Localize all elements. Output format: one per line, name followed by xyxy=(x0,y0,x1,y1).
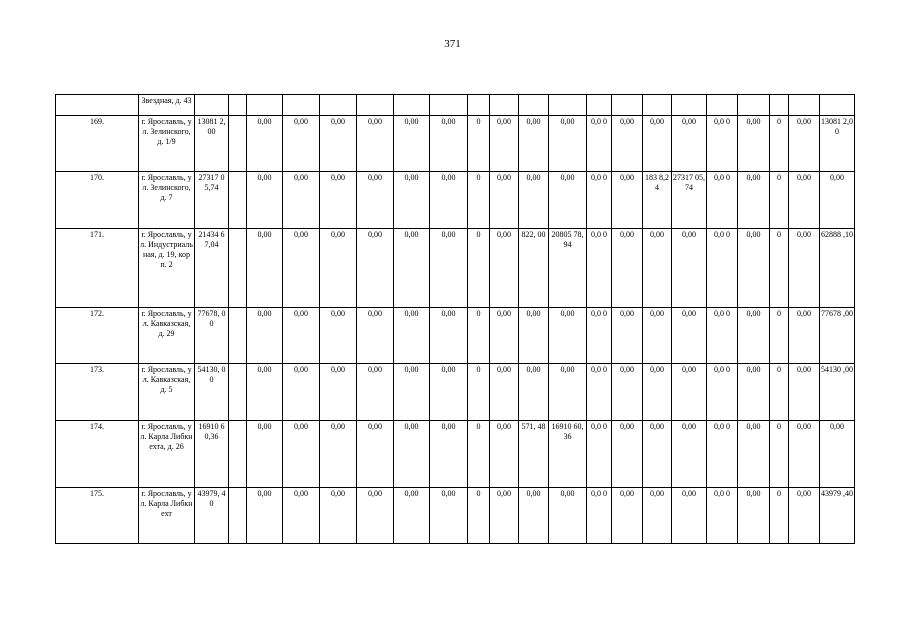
value-cell: 0,00 xyxy=(789,488,820,544)
value-cell: 0,00 xyxy=(612,421,643,488)
value-cell: 0,00 xyxy=(430,364,468,421)
value-cell: 0,00 xyxy=(283,308,320,364)
value-cell: 0,00 xyxy=(643,308,672,364)
value-cell: 0,0 0 xyxy=(587,364,612,421)
value-cell: 0,00 xyxy=(738,488,770,544)
value-cell: 0,00 xyxy=(612,172,643,229)
value-cell: 0,00 xyxy=(789,308,820,364)
address-cell: г. Ярославль, ул. Карла Либкнехт xyxy=(139,488,195,544)
value-cell: 77678 ,00 xyxy=(820,308,855,364)
value-cell: 0,0 0 xyxy=(587,116,612,172)
value-cell: 54130, 00 xyxy=(195,364,229,421)
value-cell: 0,0 0 xyxy=(587,421,612,488)
value-cell: 21434 67,04 xyxy=(195,229,229,308)
value-cell: 0,00 xyxy=(519,116,549,172)
value-cell: 0,00 xyxy=(789,229,820,308)
value-cell: 0,0 0 xyxy=(587,488,612,544)
value-cell: 0 xyxy=(468,421,490,488)
value-cell: 0,00 xyxy=(643,116,672,172)
value-cell: 0 xyxy=(770,308,789,364)
value-cell: 0,00 xyxy=(643,488,672,544)
value-cell: 0 xyxy=(468,364,490,421)
value-cell: 0,00 xyxy=(283,488,320,544)
value-cell: 0,00 xyxy=(490,488,519,544)
value-cell: 77678, 00 xyxy=(195,308,229,364)
address-cell: г. Ярославль, ул. Карла Либкнехта, д. 26 xyxy=(139,421,195,488)
value-cell: 0 xyxy=(770,229,789,308)
row-number-cell: 173. xyxy=(56,364,139,421)
value-cell: 0,00 xyxy=(394,116,430,172)
address-cell: г. Ярославль, ул. Кавказская, д. 5 xyxy=(139,364,195,421)
value-cell: 0,00 xyxy=(357,172,394,229)
value-cell: 0,00 xyxy=(283,421,320,488)
value-cell: 16910 60,36 xyxy=(549,421,587,488)
value-cell xyxy=(229,116,247,172)
value-cell: 0,00 xyxy=(357,364,394,421)
value-cell: 0,00 xyxy=(549,116,587,172)
value-cell: 0,00 xyxy=(820,421,855,488)
value-cell: 0,0 0 xyxy=(707,172,738,229)
value-cell: 0,00 xyxy=(320,421,357,488)
value-cell: 822, 00 xyxy=(519,229,549,308)
value-cell: 0,00 xyxy=(549,364,587,421)
value-cell: 0,00 xyxy=(672,116,707,172)
value-cell: 0,00 xyxy=(490,116,519,172)
value-cell: 0,00 xyxy=(247,229,283,308)
table-row xyxy=(56,116,855,172)
value-cell: 0,00 xyxy=(490,308,519,364)
value-cell xyxy=(229,308,247,364)
value-cell: 0,0 0 xyxy=(707,488,738,544)
row-number-cell: 171. xyxy=(56,229,139,308)
value-cell: 0 xyxy=(770,116,789,172)
value-cell: 0,00 xyxy=(549,488,587,544)
value-cell xyxy=(229,229,247,308)
value-cell: 0,00 xyxy=(283,172,320,229)
row-number-cell xyxy=(56,95,139,116)
value-cell: 0,0 0 xyxy=(707,421,738,488)
value-cell: 0,00 xyxy=(357,308,394,364)
value-cell: 0 xyxy=(468,488,490,544)
value-cell: 183 8,24 xyxy=(643,172,672,229)
value-cell: 0,00 xyxy=(247,308,283,364)
address-cell: Звездная, д. 43 xyxy=(139,95,195,116)
value-cell: 0,00 xyxy=(789,421,820,488)
value-cell: 0 xyxy=(770,488,789,544)
value-cell: 0,00 xyxy=(672,308,707,364)
value-cell: 0 xyxy=(770,421,789,488)
value-cell: 0,0 0 xyxy=(707,116,738,172)
value-cell: 0,00 xyxy=(320,116,357,172)
value-cell: 0,00 xyxy=(430,308,468,364)
value-cell: 0,00 xyxy=(490,421,519,488)
value-cell: 0,00 xyxy=(738,229,770,308)
value-cell: 0,00 xyxy=(643,364,672,421)
value-cell: 0,00 xyxy=(738,116,770,172)
row-number-cell: 169. xyxy=(56,116,139,172)
value-cell xyxy=(229,364,247,421)
value-cell: 0 xyxy=(468,116,490,172)
value-cell xyxy=(229,421,247,488)
value-cell: 0,00 xyxy=(643,421,672,488)
value-cell: 0,00 xyxy=(612,308,643,364)
address-cell: г. Ярославль, ул. Зелинского, д. 1/9 xyxy=(139,116,195,172)
value-cell: 0,00 xyxy=(549,308,587,364)
value-cell: 0,00 xyxy=(394,308,430,364)
value-cell: 0,00 xyxy=(490,172,519,229)
value-cell: 43979, 40 xyxy=(195,488,229,544)
value-cell: 0,00 xyxy=(283,229,320,308)
value-cell: 0,00 xyxy=(357,116,394,172)
value-cell: 0,00 xyxy=(519,172,549,229)
value-cell: 0,00 xyxy=(357,421,394,488)
value-cell: 27317 05,74 xyxy=(672,172,707,229)
value-cell: 0,00 xyxy=(519,364,549,421)
value-cell: 20805 78,94 xyxy=(549,229,587,308)
value-cell: 0,00 xyxy=(820,172,855,229)
value-cell: 43979 ,40 xyxy=(820,488,855,544)
value-cell: 13081 2,00 xyxy=(195,116,229,172)
value-cell: 0,00 xyxy=(643,229,672,308)
value-cell: 0,00 xyxy=(738,364,770,421)
table-row xyxy=(56,229,855,308)
address-cell: г. Ярославль, ул. Индустриальная, д. 19, корп. 2 xyxy=(139,229,195,308)
value-cell xyxy=(229,488,247,544)
row-number-cell: 170. xyxy=(56,172,139,229)
value-cell: 0,00 xyxy=(394,488,430,544)
value-cell: 0,00 xyxy=(672,229,707,308)
value-cell: 0,00 xyxy=(357,488,394,544)
value-cell: 0,00 xyxy=(789,172,820,229)
value-cell: 0 xyxy=(468,172,490,229)
value-cell: 0,00 xyxy=(247,172,283,229)
row-number-cell: 172. xyxy=(56,308,139,364)
value-cell: 0,00 xyxy=(430,116,468,172)
row-number-cell: 174. xyxy=(56,421,139,488)
row-number-cell: 175. xyxy=(56,488,139,544)
value-cell: 0,00 xyxy=(549,172,587,229)
value-cell: 0,00 xyxy=(612,488,643,544)
value-cell: 0,00 xyxy=(247,364,283,421)
value-cell: 0,00 xyxy=(738,421,770,488)
address-cell: г. Ярославль, ул. Зелинского, д. 7 xyxy=(139,172,195,229)
value-cell: 0,00 xyxy=(247,116,283,172)
value-cell: 0,00 xyxy=(320,488,357,544)
value-cell: 0,00 xyxy=(612,116,643,172)
table-row xyxy=(56,421,855,488)
table-row xyxy=(56,488,855,544)
value-cell: 0,0 0 xyxy=(707,364,738,421)
value-cell: 0,00 xyxy=(430,229,468,308)
value-cell: 0,00 xyxy=(430,172,468,229)
table-row xyxy=(56,172,855,229)
value-cell: 0,00 xyxy=(789,364,820,421)
value-cell: 0,00 xyxy=(430,421,468,488)
value-cell: 0,0 0 xyxy=(707,229,738,308)
value-cell: 0,00 xyxy=(320,308,357,364)
value-cell: 0,00 xyxy=(519,488,549,544)
value-cell: 16910 60,36 xyxy=(195,421,229,488)
value-cell: 0 xyxy=(468,308,490,364)
value-cell: 27317 05,74 xyxy=(195,172,229,229)
page-number: 371 xyxy=(444,38,461,50)
value-cell: 0,00 xyxy=(490,229,519,308)
value-cell: 0,00 xyxy=(430,488,468,544)
table-row xyxy=(56,364,855,421)
value-cell: 571, 48 xyxy=(519,421,549,488)
value-cell: 0,00 xyxy=(672,364,707,421)
value-cell: 0,00 xyxy=(320,364,357,421)
value-cell: 0,00 xyxy=(320,172,357,229)
value-cell: 0,00 xyxy=(247,421,283,488)
value-cell: 0,0 0 xyxy=(587,172,612,229)
value-cell: 13081 2,00 xyxy=(820,116,855,172)
value-cell: 0,00 xyxy=(738,172,770,229)
value-cell: 0,00 xyxy=(738,308,770,364)
table-row xyxy=(56,308,855,364)
value-cell: 0,00 xyxy=(247,488,283,544)
value-cell: 0,00 xyxy=(283,116,320,172)
value-cell: 0,00 xyxy=(394,172,430,229)
table-row-top xyxy=(56,95,855,116)
value-cell: 0,00 xyxy=(672,488,707,544)
address-cell: г. Ярославль, ул. Кавказская, д. 29 xyxy=(139,308,195,364)
value-cell: 0,00 xyxy=(672,421,707,488)
value-cell: 0,0 0 xyxy=(587,229,612,308)
value-cell: 0,00 xyxy=(789,116,820,172)
value-cell: 0,00 xyxy=(394,421,430,488)
value-cell: 0 xyxy=(770,172,789,229)
value-cell: 0,00 xyxy=(320,229,357,308)
value-cell: 0 xyxy=(468,229,490,308)
value-cell: 0,0 0 xyxy=(707,308,738,364)
value-cell: 0 xyxy=(770,364,789,421)
value-cell: 0,0 0 xyxy=(587,308,612,364)
value-cell: 0,00 xyxy=(612,229,643,308)
value-cell xyxy=(229,172,247,229)
value-cell: 0,00 xyxy=(394,364,430,421)
value-cell: 0,00 xyxy=(612,364,643,421)
data-table xyxy=(55,94,855,544)
value-cell: 0,00 xyxy=(519,308,549,364)
value-cell: 54130 ,00 xyxy=(820,364,855,421)
value-cell: 0,00 xyxy=(394,229,430,308)
value-cell: 62888 ,10 xyxy=(820,229,855,308)
value-cell: 0,00 xyxy=(283,364,320,421)
value-cell: 0,00 xyxy=(357,229,394,308)
value-cell: 0,00 xyxy=(490,364,519,421)
